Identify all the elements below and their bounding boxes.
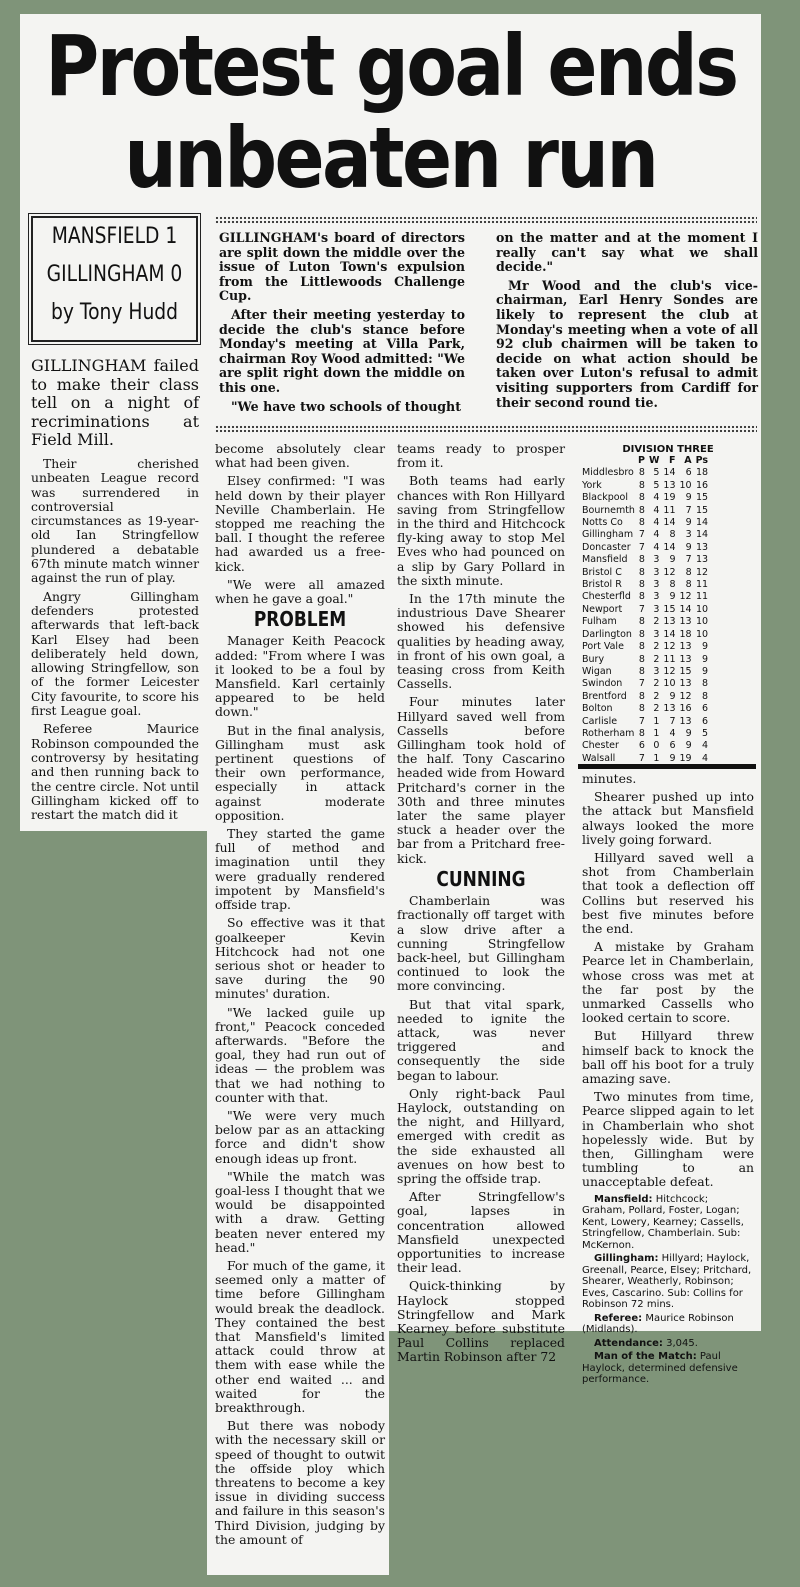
stat-cell: 5 (653, 479, 660, 491)
team-name-cell: Port Vale (582, 641, 624, 653)
stat-cell: 8 (638, 653, 645, 665)
mansfield-lineup (582, 1194, 754, 1252)
stat-cell: 10 (695, 628, 709, 640)
paragraph: But in the final analysis, Gillingham must ask pertinent questions of their own performance, especially in attack against moderate opposition. (215, 722, 385, 823)
stat-cell: 8 (638, 591, 645, 603)
paragraph: So effective was it that goalkeeper Kevin Hitchcock had not one serious shot or header to save during the 90 minutes' duration. (215, 915, 385, 1002)
stat-cell: 9 (669, 591, 676, 603)
team-name-cell: Walsall (582, 752, 616, 764)
score-home: MANSFIELD 1 (51, 224, 178, 249)
team-lineups (582, 1194, 754, 1386)
stat-cell: 3 (653, 665, 660, 677)
stat-cell: 4 (653, 492, 660, 504)
stat-cell: 8 (638, 703, 645, 715)
table-row (580, 591, 710, 603)
stat-cell: 7 (638, 529, 645, 541)
stat-cell: 13 (663, 479, 676, 491)
table-row (580, 505, 710, 517)
paragraph: Two minutes from time, Pearce slipped again to let in Chamberlain who shot hopelessly wide. But by then, Gillingham were tumbling to an unacceptable defeat. (582, 1089, 754, 1190)
boxed-story-top-border (215, 216, 757, 224)
stat-cell: 13 (679, 653, 692, 665)
column-3 (397, 442, 565, 1369)
stat-cell: 3 (653, 628, 660, 640)
stat-cell: 13 (695, 541, 709, 553)
stat-cell: 9 (702, 653, 709, 665)
stat-cell: 14 (695, 517, 709, 529)
stat-cell: 8 (638, 616, 645, 628)
stat-cell: 1 (653, 715, 660, 727)
stat-cell: 8 (669, 529, 676, 541)
team-name-cell: Fulham (582, 616, 617, 628)
stat-cell: 10 (679, 479, 692, 491)
stat-cell: 5 (653, 467, 660, 479)
stat-cell: 2 (653, 616, 660, 628)
label: Man of the Match: (594, 1351, 697, 1363)
stat-cell: 9 (702, 665, 709, 677)
stat-cell: 13 (679, 616, 692, 628)
stat-cell: 12 (663, 665, 676, 677)
column-1 (31, 457, 199, 826)
stat-cell: 18 (695, 467, 709, 479)
stat-cell: 11 (695, 579, 709, 591)
stat-cell: 7 (638, 678, 645, 690)
stat-cell: 8 (702, 690, 709, 702)
paragraph: "We were very much below par as an attacking force and didn't show enough ideas up front. (215, 1107, 385, 1166)
division-three-table (580, 444, 756, 765)
team-name-cell: Bournemth (582, 504, 635, 516)
team-name-cell: Newport (582, 603, 623, 615)
stat-cell: 8 (638, 665, 645, 677)
paragraph: Four minutes later Hillyard saved well from Cassells before Gillingham took hold of the half. Tony Cascarino headed wide from Howard Pritchard's corner in the 30th and three minutes later the same player stuck a header over the bar from a Pritchard free-kick. (397, 694, 565, 866)
stat-cell: 2 (653, 703, 660, 715)
stat-cell: 4 (653, 504, 660, 516)
stat-cell: 15 (695, 492, 709, 504)
paragraph: become absolutely clear what had been given. (215, 441, 385, 471)
stat-cell: 9 (702, 641, 709, 653)
stat-cell: 2 (653, 678, 660, 690)
table-header-cell: F (669, 455, 676, 466)
paragraph: Only right-back Paul Haylock, outstanding on the night, and Hillyard, emerged with credit as the side exhausted all avenues on how best to spring the offside trap. (397, 1085, 565, 1186)
paragraph: "We lacked guile up front," Peacock conceded afterwards. "Before the goal, they had run out of ideas — the problem was that we had nothing to counter with that. (215, 1004, 385, 1105)
paragraph: Mr Wood and the club's vice-chairman, Earl Henry Sondes are likely to represent the club at Monday's meeting when a vote of all 92 club chairmen will be taken to decide on what action should be taken over Luton's refusal to admit visiting supporters from Cardiff for their second round tie. (496, 277, 758, 410)
stat-cell: 3 (653, 579, 660, 591)
stat-cell: 12 (679, 591, 692, 603)
paragraph: "We were all amazed when he gave a goal." (215, 576, 385, 607)
paragraph: But there was nobody with the necessary skill or speed of thought to outwit the offside ploy which threatens to become a key issue in dividing success and failure in this season's Third Division, judging by the amount of (215, 1418, 385, 1547)
stat-cell: 5 (702, 727, 709, 739)
table-header-cell: Ps (695, 455, 709, 466)
stat-cell: 7 (638, 603, 645, 615)
table-row (580, 542, 710, 554)
paragraph: They started the game full of method and imagination until they were gradually rendered impotent by Mansfield's offside trap. (215, 826, 385, 913)
boxed-story-left (219, 231, 465, 418)
referee-line (582, 1313, 754, 1336)
stat-cell: 8 (638, 579, 645, 591)
stat-cell: 8 (638, 641, 645, 653)
stat-cell: 11 (695, 591, 709, 603)
paragraph: Both teams had early chances with Ron Hillyard saving from Stringfellow in the third and Hitchcock fly-king away to stop Mel Eves who had pounced on a slip by Gary Pollard in the sixth minute. (397, 473, 565, 588)
stat-cell: 6 (702, 715, 709, 727)
team-name-cell: Chester (582, 740, 619, 752)
table-row (580, 678, 710, 690)
stat-cell: 6 (685, 467, 692, 479)
table-row (580, 666, 710, 678)
team-name-cell: Middlesbro (582, 467, 634, 479)
stat-cell: 14 (663, 541, 676, 553)
stat-cell: 12 (663, 641, 676, 653)
man-of-match-line (582, 1351, 754, 1386)
stat-cell: 11 (663, 504, 676, 516)
team-name-cell: Wigan (582, 665, 612, 677)
stat-cell: 7 (685, 554, 692, 566)
stat-cell: 13 (679, 678, 692, 690)
paragraph: "While the match was goal-less I thought that we would be disappointed with a draw. Getting beaten never entered my head." (215, 1168, 385, 1255)
stat-cell: 9 (685, 727, 692, 739)
paragraph: After Stringfellow's goal, lapses in concentration allowed Mansfield unexpected opportunities to increase their lead. (397, 1189, 565, 1276)
table-row (580, 728, 710, 740)
subhead-problem: PROBLEM (253, 607, 347, 632)
paragraph: Hillyard saved well a shot from Chamberlain that took a deflection off Collins but reserved his best five minutes before the end. (582, 850, 754, 937)
stat-cell: 8 (638, 727, 645, 739)
gillingham-lineup (582, 1253, 754, 1311)
stat-cell: 12 (695, 566, 709, 578)
table-row (580, 716, 710, 728)
table-header-cell: W (648, 455, 660, 466)
score-byline-box (31, 216, 198, 342)
stat-cell: 16 (695, 479, 709, 491)
stat-cell: 10 (695, 603, 709, 615)
paragraph: "We have two schools of thought (231, 398, 462, 414)
column-2 (215, 442, 385, 1551)
paragraph: teams ready to prosper from it. (397, 441, 565, 471)
team-name-cell: Blackpool (582, 492, 628, 504)
team-name-cell: Brentford (582, 690, 627, 702)
stat-cell: 8 (638, 504, 645, 516)
stat-cell: 9 (685, 740, 692, 752)
stat-cell: 8 (669, 579, 676, 591)
stat-cell: 18 (679, 628, 692, 640)
label: Referee: (594, 1312, 643, 1324)
paragraph: After their meeting yesterday to decide the club's stance before Monday's meeting at Villa Park, chairman Roy Wood admitted: "We are split right down the middle on this one. (219, 306, 465, 395)
stat-cell: 7 (638, 752, 645, 764)
value: Hillyard; Haylock, Greenall, Pearce, Elsey; Pritchard, Shearer, Weatherly, Robinson; Eves, Cascarino. Sub: Collins for Robinson 72 mins. (582, 1253, 752, 1311)
boxed-story-right (496, 231, 758, 414)
table-row (580, 567, 710, 579)
stat-cell: 8 (685, 566, 692, 578)
stat-cell: 0 (653, 740, 660, 752)
stat-cell: 13 (695, 554, 709, 566)
table-header-cell: A (684, 455, 692, 466)
table-row (580, 654, 710, 666)
stat-cell: 13 (663, 703, 676, 715)
table-header-cell (580, 455, 636, 467)
stat-cell: 8 (638, 554, 645, 566)
stat-cell: 6 (638, 740, 645, 752)
paragraph: minutes. (582, 771, 637, 786)
stat-cell: 8 (638, 566, 645, 578)
stat-cell: 11 (663, 653, 676, 665)
paragraph: Shearer pushed up into the attack but Mansfield always looked the more lively going forward. (582, 789, 754, 847)
paragraph: But Hillyard threw himself back to knock the ball off his boot for a truly amazing save. (582, 1028, 754, 1087)
stat-cell: 4 (702, 740, 709, 752)
intro-paragraph: GILLINGHAM failed to make their class tell on a night of recriminations at Field Mill. (31, 356, 199, 449)
attendance-line (582, 1338, 754, 1350)
boxed-story-bottom-border (215, 425, 757, 433)
headline-line-2: unbeaten run (124, 109, 657, 207)
stat-cell: 1 (653, 727, 660, 739)
team-name-cell: Bury (582, 653, 605, 665)
team-name-cell: Doncaster (582, 541, 631, 553)
label: Gillingham: (594, 1253, 659, 1265)
stat-cell: 9 (669, 554, 676, 566)
stat-cell: 4 (702, 752, 709, 764)
stat-cell: 7 (638, 715, 645, 727)
paragraph: GILLINGHAM's board of directors are split down the middle over the issue of Luton Town's expulsion from the Littlewoods Challenge Cup. (219, 230, 465, 304)
team-name-cell: Gillingham (582, 529, 634, 541)
stat-cell: 4 (653, 529, 660, 541)
stat-cell: 6 (702, 703, 709, 715)
stat-cell: 13 (679, 715, 692, 727)
label: Mansfield: (594, 1193, 653, 1205)
team-name-cell: Bristol R (582, 579, 622, 591)
team-name-cell: Carlisle (582, 715, 618, 727)
column-4 (582, 772, 754, 1388)
team-name-cell: Bristol C (582, 566, 622, 578)
league-table (580, 455, 710, 765)
table-row (580, 604, 710, 616)
stat-cell: 7 (685, 504, 692, 516)
paragraph: Quick-thinking by Haylock stopped Stringfellow and Mark Kearney before substitute Paul Collins replaced Martin Robinson after 72 (397, 1278, 565, 1365)
team-name-cell: Rotherham (582, 727, 635, 739)
stat-cell: 14 (663, 628, 676, 640)
table-title: DIVISION THREE (622, 444, 714, 455)
paragraph: Chamberlain was fractionally off target with a slow drive after a cunning Stringfellow back-heel, but Gillingham continued to look the more convincing. (397, 893, 565, 994)
paragraph: Referee Maurice Robinson compounded the controversy by hesitating and then running back to the centre circle. Not until Gillingham kicked off to restart the match did it (31, 721, 199, 823)
stat-cell: 16 (679, 703, 692, 715)
table-row (580, 579, 710, 591)
table-row (580, 691, 710, 703)
table-row (580, 629, 710, 641)
table-row (580, 517, 710, 529)
value: Paul Haylock, determined defensive performance. (582, 1351, 738, 1386)
team-name-cell: Swindon (582, 678, 623, 690)
stat-cell: 14 (679, 603, 692, 615)
table-row (580, 480, 710, 492)
table-row (580, 740, 710, 752)
table-header-row (580, 455, 710, 467)
headline-line-1: Protest goal ends (44, 17, 737, 115)
stat-cell: 19 (679, 752, 692, 764)
table-row (580, 641, 710, 653)
stat-cell: 8 (638, 517, 645, 529)
stat-cell: 10 (695, 616, 709, 628)
table-row (580, 529, 710, 541)
stat-cell: 14 (663, 467, 676, 479)
stat-cell: 2 (653, 653, 660, 665)
stat-cell: 15 (663, 603, 676, 615)
table-header-cell: P (637, 455, 645, 466)
paragraph: Manager Keith Peacock added: "From where I was it looked to be a foul by Mansfield. Karl certainly appeared to be held down." (215, 633, 385, 720)
stat-cell: 3 (653, 566, 660, 578)
stat-cell: 10 (663, 678, 676, 690)
stat-cell: 3 (653, 591, 660, 603)
stat-cell: 3 (653, 603, 660, 615)
table-row (580, 492, 710, 504)
value: Hitchcock; Graham, Pollard, Foster, Logan; Kent, Lowery, Kearney; Cassells, Stringfellow, Chamberlain. Sub: McKernon. (582, 1193, 744, 1251)
score-away: GILLINGHAM 0 (46, 262, 183, 287)
paragraph: Their cherished unbeaten League record was surrendered in controversial circumstances as 19-year-old Ian Stringfellow plundered a debatable 67th minute match winner against the run of play. (31, 456, 199, 586)
stat-cell: 8 (638, 690, 645, 702)
paragraph: For much of the game, it seemed only a matter of time before Gillingham would break the deadlock. They contained the best that Mansfield's limited attack could throw at them with ease while the other end waited ... and waited for the breakthrough. (215, 1257, 385, 1415)
stat-cell: 14 (663, 517, 676, 529)
author-byline: by Tony Hudd (50, 300, 179, 325)
stat-cell: 8 (638, 479, 645, 491)
table-bottom-rule (578, 764, 756, 769)
stat-cell: 8 (702, 678, 709, 690)
stat-cell: 8 (638, 467, 645, 479)
label: Attendance: (594, 1337, 663, 1349)
stat-cell: 13 (663, 616, 676, 628)
table-row (580, 703, 710, 715)
team-name-cell: York (582, 479, 602, 491)
value: 3,045. (666, 1337, 698, 1349)
stat-cell: 8 (685, 579, 692, 591)
stat-cell: 7 (669, 715, 676, 727)
stat-cell: 1 (653, 752, 660, 764)
stat-cell: 3 (653, 554, 660, 566)
team-name-cell: Notts Co (582, 517, 623, 529)
headline (20, 14, 761, 210)
stat-cell: 2 (653, 641, 660, 653)
paragraph: Elsey confirmed: "I was held down by their player Neville Chamberlain. He stopped me reaching the ball. I thought the referee had awarded us a free-kick. (215, 473, 385, 574)
stat-cell: 4 (653, 541, 660, 553)
stat-cell: 4 (653, 517, 660, 529)
stat-cell: 12 (679, 690, 692, 702)
stat-cell: 13 (679, 641, 692, 653)
stat-cell: 14 (695, 529, 709, 541)
stat-cell: 9 (669, 752, 676, 764)
team-name-cell: Mansfield (582, 554, 628, 566)
subhead-cunning: CUNNING (436, 866, 526, 891)
value: Maurice Robinson (Midlands). (582, 1312, 734, 1336)
team-name-cell: Bolton (582, 703, 613, 715)
stat-cell: 9 (685, 517, 692, 529)
stat-cell: 8 (638, 628, 645, 640)
paragraph: In the 17th minute the industrious Dave Shearer showed his defensive qualities by heading away, in front of his own goal, a teasing cross from Keith Cassells. (397, 591, 565, 692)
team-name-cell: Darlington (582, 628, 632, 640)
stat-cell: 15 (679, 665, 692, 677)
stat-cell: 3 (685, 529, 692, 541)
stat-cell: 9 (685, 492, 692, 504)
team-name-cell: Chesterfld (582, 591, 631, 603)
stat-cell: 19 (663, 492, 676, 504)
stat-cell: 8 (638, 492, 645, 504)
stat-cell: 12 (663, 566, 676, 578)
paragraph: A mistake by Graham Pearce let in Chamberlain, whose cross was met at the far post by the unmarked Cassells who looked certain to score. (582, 939, 754, 1026)
stat-cell: 6 (669, 740, 676, 752)
stat-cell: 9 (685, 541, 692, 553)
paragraph: But that vital spark, needed to ignite the attack, was never triggered and consequently the side began to labour. (397, 996, 565, 1083)
stat-cell: 2 (653, 690, 660, 702)
stat-cell: 9 (669, 690, 676, 702)
paragraph: Angry Gillingham defenders protested afterwards that left-back Karl Elsey had been deliberately held down, allowing Stringfellow, son of the former Leicester City favourite, to score his first League goal. (31, 588, 199, 719)
stat-cell: 15 (695, 504, 709, 516)
table-row (580, 554, 710, 566)
paragraph: on the matter and at the moment I really can't say what we shall decide." (496, 230, 758, 275)
table-row (580, 616, 710, 628)
table-row (580, 467, 710, 479)
stat-cell: 7 (638, 541, 645, 553)
stat-cell: 4 (669, 727, 676, 739)
